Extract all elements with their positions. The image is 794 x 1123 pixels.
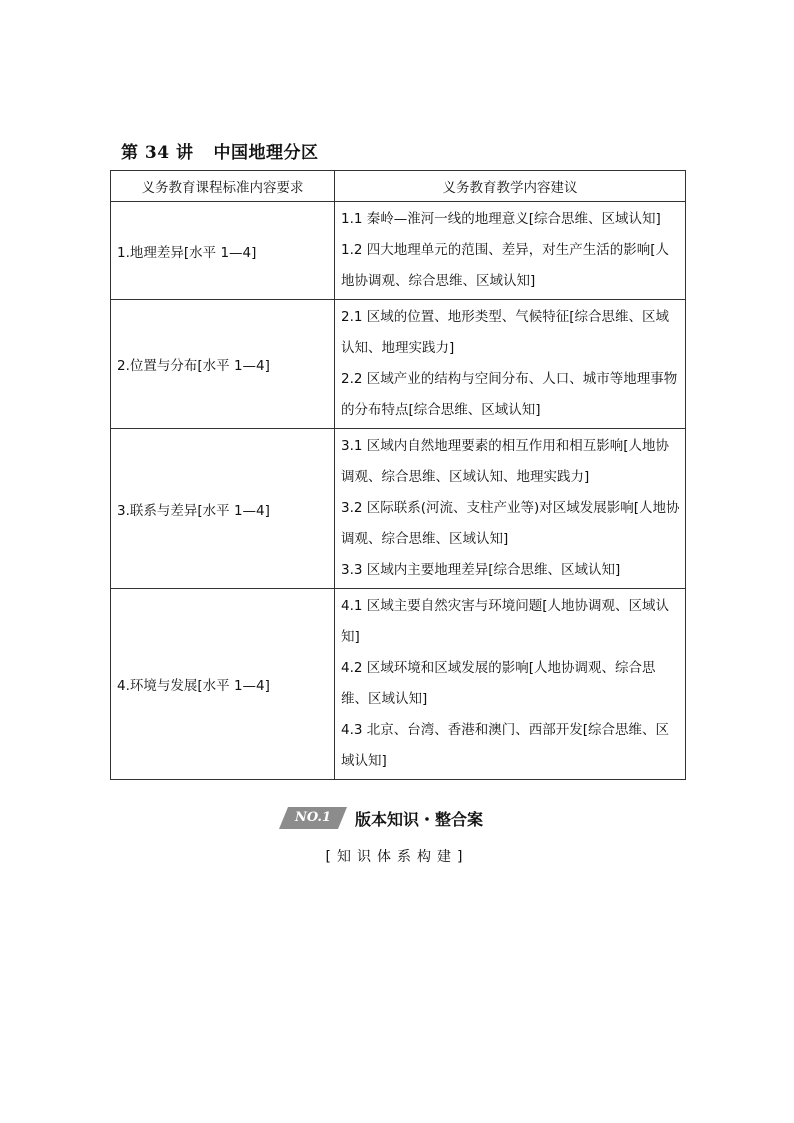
table-row <box>111 202 686 300</box>
suggestion-item: 2.1 区域的位置、地形类型、气候特征[综合思维、区域认知、地理实践力] <box>341 309 670 356</box>
section-badge-label: NO.1 <box>294 810 332 825</box>
suggestion-item: 3.1 区域内自然地理要素的相互作用和相互影响[人地协调观、综合思维、区域认知、地理实践力] <box>341 438 670 485</box>
suggestion-item: 4.1 区域主要自然灾害与环境问题[人地协调观、区域认知] <box>341 598 670 645</box>
section-title: 版本知识・整合案 <box>355 809 484 829</box>
table-row <box>111 589 686 780</box>
section-badge <box>279 807 347 829</box>
suggestion-cell <box>335 589 686 780</box>
suggestion-cell <box>335 202 686 300</box>
suggestion-item: 4.3 北京、台湾、香港和澳门、西部开发[综合思维、区域认知] <box>341 722 670 769</box>
suggestion-item: 1.2 四大地理单元的范围、差异，对生产生活的影响[人地协调观、综合思维、区域认知] <box>341 242 670 289</box>
table-row <box>111 429 686 589</box>
page-title <box>121 138 319 163</box>
suggestion-cell <box>335 429 686 589</box>
suggestion-item: 1.1 秦岭—淮河一线的地理意义[综合思维、区域认知] <box>341 211 661 227</box>
header-requirement: 义务教育课程标准内容要求 <box>111 171 335 202</box>
requirement-cell: 3.联系与差异[水平 1—4] <box>111 429 335 589</box>
suggestion-item: 4.2 区域环境和区域发展的影响[人地协调观、综合思维、区域认知] <box>341 660 656 707</box>
suggestion-item: 3.3 区域内主要地理差异[综合思维、区域认知] <box>341 562 621 578</box>
lecture-number: 第 34 讲 <box>121 143 194 163</box>
requirement-cell: 2.位置与分布[水平 1—4] <box>111 300 335 429</box>
requirement-cell: 1.地理差异[水平 1—4] <box>111 202 335 300</box>
section-subheading: [知识体系构建] <box>325 849 469 865</box>
curriculum-table <box>110 170 686 780</box>
suggestion-cell <box>335 300 686 429</box>
requirement-cell: 4.环境与发展[水平 1—4] <box>111 589 335 780</box>
header-suggestion: 义务教育教学内容建议 <box>335 171 686 202</box>
table-header-row <box>111 171 686 202</box>
suggestion-item: 2.2 区域产业的结构与空间分布、人口、城市等地理事物的分布特点[综合思维、区域认知] <box>341 371 678 418</box>
lecture-topic: 中国地理分区 <box>213 143 319 163</box>
table-row <box>111 300 686 429</box>
section-banner <box>279 806 483 830</box>
suggestion-item: 3.2 区际联系(河流、支柱产业等)对区域发展影响[人地协调观、综合思维、区域认知] <box>341 500 680 547</box>
